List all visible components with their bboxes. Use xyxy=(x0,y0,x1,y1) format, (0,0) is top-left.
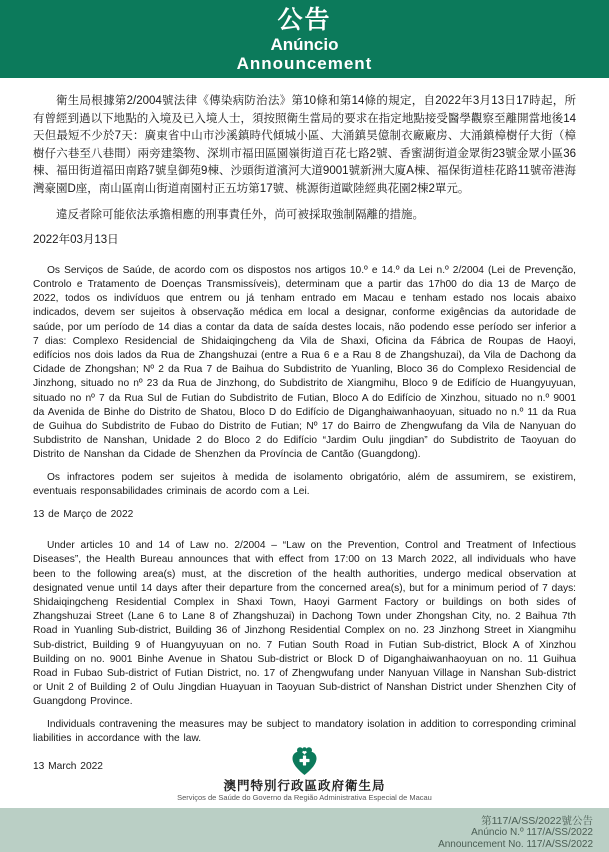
title-portuguese: Anúncio xyxy=(270,35,339,54)
health-bureau-heart-cross-icon xyxy=(291,763,318,780)
announcement-body xyxy=(33,78,576,774)
english-date: 13 March 2022 xyxy=(33,761,103,773)
english-paragraph-main: Under articles 10 and 14 of Law no. 2/2004 – “Law on the Prevention, Control and Treatment of Infectious Diseases”, the Health Bureau announces that with effect from 17:00 on 13 March 2022, all individuals who have been to the following area(s) must, at the discretion of the health authorities, undergo medical observation at designated venue until 14 days after their departure from the concerned area(s), but for a minimum period of 7 days: Shidaiqingcheng Residential Complex in Shaxi Town, Haoyi Garment Factory or buildings on both sides of Zhangshuzai Street (Lane 6 to Lane 8 of Zhangshuzai) in Dachong Town under Zhongshan City, no. 2 Baihua 7th Road in Yuanling Sub-district, Building 36 of Jinzhong Residential Complex on no. 23 Jinzhong Street in Xiangmihu Sub-district, Building 9 of Huangyuyuan on no. 7 Futian South Road in Futian Sub-district, Block A of Xinzhou Building on no. 9001 Binhe Avenue in Shatou Sub-district or Block D of Diganghaiwanhaoyuan on no. 11 Guihua Road in Fubao Sub-district of Futian District, no. 17 of Zhengwufang under Nanyuan Village in Nanshan Sub-district or Unit 2 of Building 2 of Oulu Jingdian Huayuan in Taoyuan Sub-district of Nanshan District under Shenzhen City of Guangdong Province. xyxy=(33,540,576,708)
health-bureau-logo xyxy=(0,746,609,776)
reference-number-portuguese: Anúncio N.º 117/A/SS/2022 xyxy=(471,827,593,838)
english-paragraph-penalty: Individuals contravening the measures may be subject to mandatory isolation in addition to corresponding criminal liabilities in accordance with the law. xyxy=(33,718,576,744)
title-english: Announcement xyxy=(236,54,373,73)
organization-name-chinese: 澳門特別行政區政府衛生局 xyxy=(223,779,386,793)
chinese-paragraph-penalty: 違反者除可能依法承擔相應的刑事責任外，尚可被採取強制隔離的措施。 xyxy=(56,208,424,221)
chinese-paragraph-main: 衛生局根據第2/2004號法律《傳染病防治法》第10條和第14條的規定，自2022年3月13日17時起，所有曾經到過以下地點的入境及已入境人士，須按照衛生當局的要求在指定地點接受醫學觀察至離開當地後14天但最短不少於7天：廣東省中山市沙溪鎮時代傾城小區、大涌鎮昊億制衣廠廠房、大涌鎮樟樹仔大街（樟樹仔六巷至八巷間）兩旁建築物、深圳市福田區園嶺街道百花七路2號、香蜜湖街道金眾街23號金眾小區36棟、福田街道福田南路7號皇御苑9棟、沙頭街道濱河大道9001號新洲大廈A棟、福保街道桂花路11號帝港海灣豪園D座，南山區南山街道南園村正五坊第17號、桃源街道歐陸經典花園2棟2單元。 xyxy=(33,95,576,195)
reference-number-bar xyxy=(0,808,609,852)
portuguese-date: 13 de Março de 2022 xyxy=(33,509,134,520)
footer xyxy=(0,746,609,852)
reference-number-english: Announcement No. 117/A/SS/2022 xyxy=(438,839,593,850)
header-banner xyxy=(0,0,609,78)
title-chinese: 公告 xyxy=(277,6,332,34)
portuguese-paragraph-main: Os Serviços de Saúde, de acordo com os dispostos nos artigos 10.º e 14.º da Lei n.º 2/2004 (Lei de Prevenção, Controlo e Tratamento de Doenças Transmissíveis), determinam que a partir das 17h00 do dia 13 de Março de 2022, todos os indivíduos que entrem ou já tenham entrado em Macau e tenham estado nos locais abaixo indicados, devem ser sujeitos à observação médica em local a designar, conforme exigências da autoridade de saúde, por um período de 14 dias a contar da data de saída destes locais, não podendo esse período ser inferior a 7 dias: Complexo Residencial de Shidaiqingcheng da Vila de Shaxi, Oficina da Fábrica de Roupas de Haoyi, edifícios nos dois lados da Rua de Zhangshuzai (entre a Rua 6 e a Rau 8 de Zhangshuzai), da Vila de Dachong da Cidade de Zhongshan; Nº 2 da Rua 7 de Baihua do Subdistrito de Yuanling, Bloco 36 do Complexo Residencial de Jinzhong, situado no nº 23 da Rua de Jinzhong, do Subdistrito de Xiangmihu, Bloco 9 de Edifício de Huangyuyuan, situado no nº 7 da Rua Sul de Futian do Subdistrito de Futian, Bloco A do Edifício de Xinzhou, situado no n.º 9001 da Avenida de Binhe do Distrito de Shatou, Bloco D do Edifício de Diganghaiwanhaoyuan, situado no n.º 11 da Rua de Guihua do Subdistrito de Fubao do Distrito de Futian; Nº 17 do Bairro de Zhengwufang da Vila de Nanyuan do Subdistrito de Nanshan, Unidade 2 do Bloco 2 do Edifício “Jardim Oulu jingdian” do Subdistrito de Taoyuan do Distrito de Nanshan da Cidade de Shenzhen da Província de Cantão (Guangdong). xyxy=(33,264,576,461)
portuguese-paragraph-penalty: Os infractores podem ser sujeitos à medida de isolamento obrigatório, além de assumirem, se existirem, eventuais responsabilidades criminais de acordo com a Lei. xyxy=(33,471,576,497)
reference-number-chinese: 第117/A/SS/2022號公告 xyxy=(481,815,593,827)
organization-name-portuguese: Serviços de Saúde do Governo da Região Administrativa Especial de Macau xyxy=(177,793,432,802)
chinese-date: 2022年03月13日 xyxy=(33,234,119,247)
